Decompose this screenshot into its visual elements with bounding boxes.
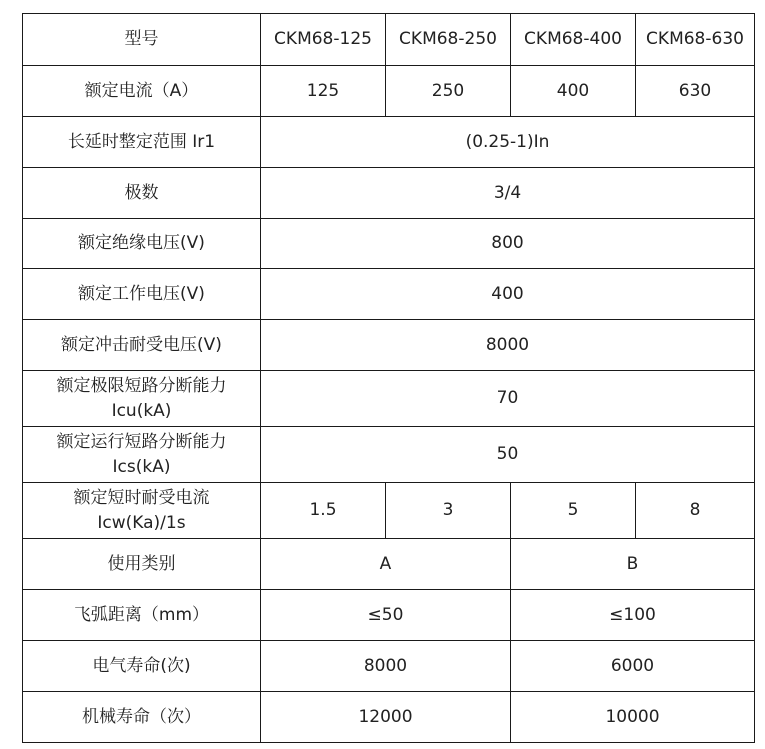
value-cell: 125 [261, 66, 386, 117]
spec-table [22, 13, 755, 743]
row-label-ics [23, 427, 261, 483]
table-row-operating-voltage [23, 269, 755, 320]
model-cell: CKM68-250 [386, 14, 511, 66]
value-cell: 5 [511, 483, 636, 539]
row-label-electrical-life: 电气寿命(次) [23, 641, 261, 692]
row-label-text: 额定短时耐受电流 [73, 487, 210, 508]
model-cell: CKM68-630 [636, 14, 755, 66]
value-cell: 3 [386, 483, 511, 539]
table-row-insulation-voltage [23, 219, 755, 269]
value-cell: 50 [261, 427, 755, 483]
table-row-electrical-life [23, 641, 755, 692]
row-label-unit: Ics(kA) [112, 456, 171, 477]
table-row-ics [23, 427, 755, 483]
row-label-insulation-voltage: 额定绝缘电压(V) [23, 219, 261, 269]
value-cell: 8000 [261, 320, 755, 371]
row-label-unit: Icw(Ka)/1s [97, 512, 186, 533]
value-cell: 12000 [261, 692, 511, 743]
value-cell: ≤100 [511, 590, 755, 641]
value-cell: 3/4 [261, 168, 755, 219]
row-label-impulse-voltage: 额定冲击耐受电压(V) [23, 320, 261, 371]
row-label-text: 额定运行短路分断能力 [56, 431, 227, 452]
value-cell: 1.5 [261, 483, 386, 539]
table-row-arc-distance [23, 590, 755, 641]
table-row-poles [23, 168, 755, 219]
model-cell: CKM68-125 [261, 14, 386, 66]
row-label-icw [23, 483, 261, 539]
table-row-long-delay [23, 117, 755, 168]
row-label-long-delay: 长延时整定范围 Ir1 [23, 117, 261, 168]
table-row-impulse-voltage [23, 320, 755, 371]
value-cell: 250 [386, 66, 511, 117]
value-cell: 70 [261, 371, 755, 427]
table-row-category [23, 539, 755, 590]
value-cell: 10000 [511, 692, 755, 743]
row-label-poles: 极数 [23, 168, 261, 219]
table-row-icu [23, 371, 755, 427]
table-row-icw [23, 483, 755, 539]
table-row-mechanical-life [23, 692, 755, 743]
row-label-model: 型号 [23, 14, 261, 66]
value-cell: A [261, 539, 511, 590]
table-row-rated-current [23, 66, 755, 117]
value-cell: ≤50 [261, 590, 511, 641]
row-label-operating-voltage: 额定工作电压(V) [23, 269, 261, 320]
row-label-mechanical-life: 机械寿命（次） [23, 692, 261, 743]
value-cell: (0.25-1)In [261, 117, 755, 168]
value-cell: 6000 [511, 641, 755, 692]
row-label-rated-current: 额定电流（A） [23, 66, 261, 117]
model-cell: CKM68-400 [511, 14, 636, 66]
row-label-category: 使用类别 [23, 539, 261, 590]
value-cell: B [511, 539, 755, 590]
row-label-arc-distance: 飞弧距离（mm） [23, 590, 261, 641]
value-cell: 800 [261, 219, 755, 269]
value-cell: 400 [261, 269, 755, 320]
value-cell: 630 [636, 66, 755, 117]
row-label-text: 额定极限短路分断能力 [56, 375, 227, 396]
row-label-unit: Icu(kA) [111, 400, 172, 421]
row-label-icu [23, 371, 261, 427]
value-cell: 8 [636, 483, 755, 539]
table-row-model [23, 14, 755, 66]
value-cell: 400 [511, 66, 636, 117]
value-cell: 8000 [261, 641, 511, 692]
